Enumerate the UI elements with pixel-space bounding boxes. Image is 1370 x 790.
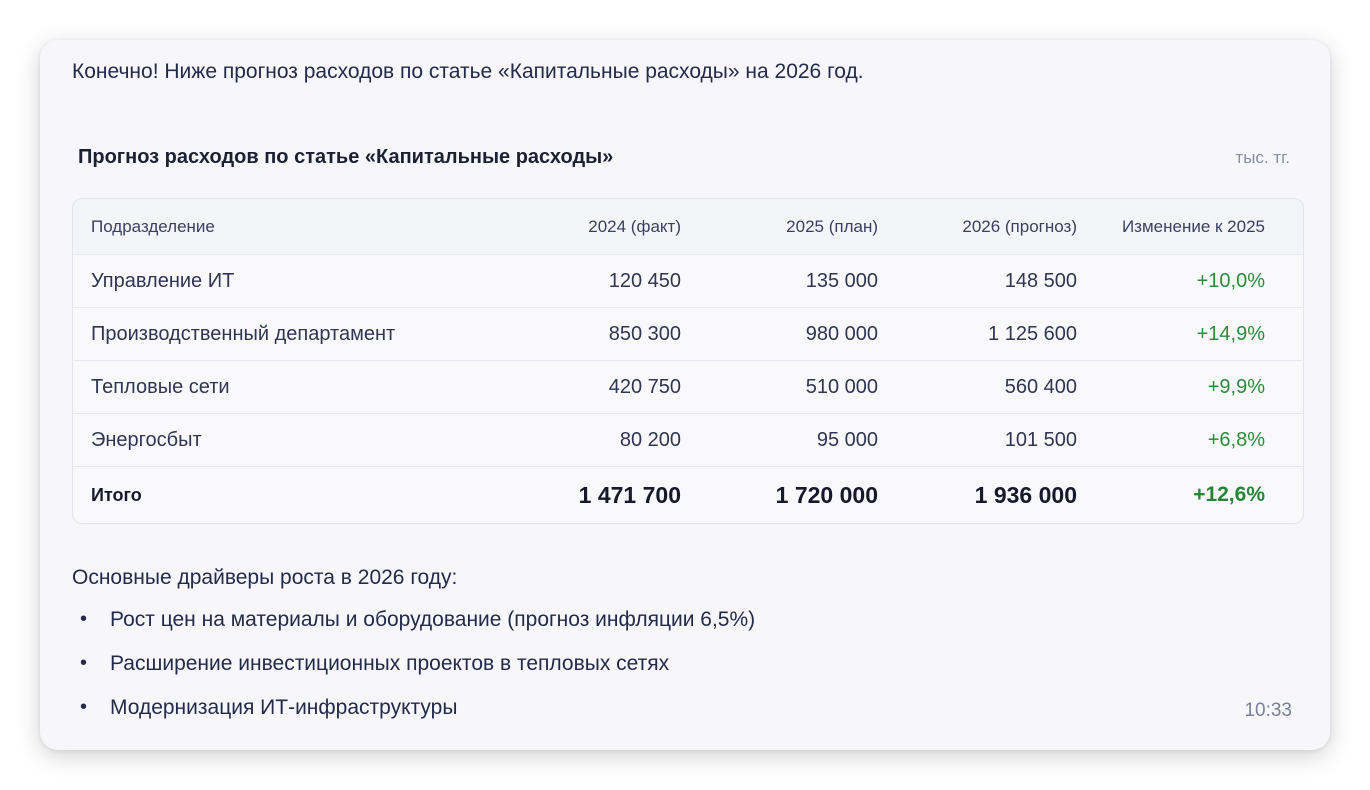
chat-message-card [40, 40, 1330, 750]
cell-department: Управление ИТ [91, 269, 235, 292]
cell-change: +14,9% [1196, 322, 1265, 345]
cell-2024: 120 450 [608, 269, 681, 292]
total-2026: 1 936 000 [974, 481, 1077, 508]
cell-change: +10,0% [1196, 269, 1265, 292]
list-item [80, 696, 755, 740]
list-item [80, 608, 755, 652]
cell-department: Производственный департамент [91, 322, 396, 345]
list-item [80, 652, 755, 696]
cell-department: Энергосбыт [91, 428, 202, 451]
drivers-list [80, 608, 755, 740]
table-title: Прогноз расходов по статье «Капитальные расходы» [78, 146, 614, 168]
cell-2026: 148 500 [1004, 269, 1077, 292]
message-timestamp: 10:33 [1244, 700, 1292, 721]
header-2026: 2026 (прогноз) [962, 216, 1077, 236]
bullet-icon: • [80, 608, 88, 630]
header-2024: 2024 (факт) [588, 216, 681, 236]
driver-text: Расширение инвестиционных проектов в тепловых сетях [110, 652, 670, 675]
table-row [73, 308, 1303, 361]
cell-2026: 560 400 [1004, 375, 1077, 398]
table-total-row [73, 467, 1303, 523]
forecast-table [72, 198, 1304, 524]
cell-2024: 420 750 [608, 375, 681, 398]
driver-text: Модернизация ИТ-инфраструктуры [110, 696, 458, 719]
bullet-icon: • [80, 696, 88, 718]
header-department: Подразделение [91, 216, 215, 236]
drivers-title: Основные драйверы роста в 2026 году: [72, 566, 458, 589]
cell-2026: 1 125 600 [988, 322, 1077, 345]
cell-2025: 95 000 [816, 428, 878, 451]
total-label: Итого [91, 484, 142, 505]
total-change: +12,6% [1193, 483, 1265, 506]
cell-change: +9,9% [1207, 375, 1265, 398]
driver-text: Рост цен на материалы и оборудование (прогноз инфляции 6,5%) [110, 608, 756, 631]
cell-2024: 80 200 [619, 428, 681, 451]
message-intro: Конечно! Ниже прогноз расходов по статье «Капитальные расходы» на 2026 год. [72, 60, 864, 83]
table-row [73, 361, 1303, 414]
cell-change: +6,8% [1207, 428, 1265, 451]
header-2025: 2025 (план) [786, 216, 878, 236]
table-row [73, 414, 1303, 467]
total-2024: 1 471 700 [578, 481, 681, 508]
header-change: Изменение к 2025 [1121, 216, 1265, 236]
cell-2025: 980 000 [805, 322, 878, 345]
cell-2026: 101 500 [1004, 428, 1077, 451]
table-row [73, 255, 1303, 308]
total-2025: 1 720 000 [775, 481, 878, 508]
cell-2025: 510 000 [805, 375, 878, 398]
table-header-row [73, 199, 1303, 255]
cell-department: Тепловые сети [91, 375, 230, 398]
unit-label: тыс. тг. [1235, 148, 1290, 167]
cell-2024: 850 300 [608, 322, 681, 345]
bullet-icon: • [80, 652, 88, 674]
cell-2025: 135 000 [805, 269, 878, 292]
